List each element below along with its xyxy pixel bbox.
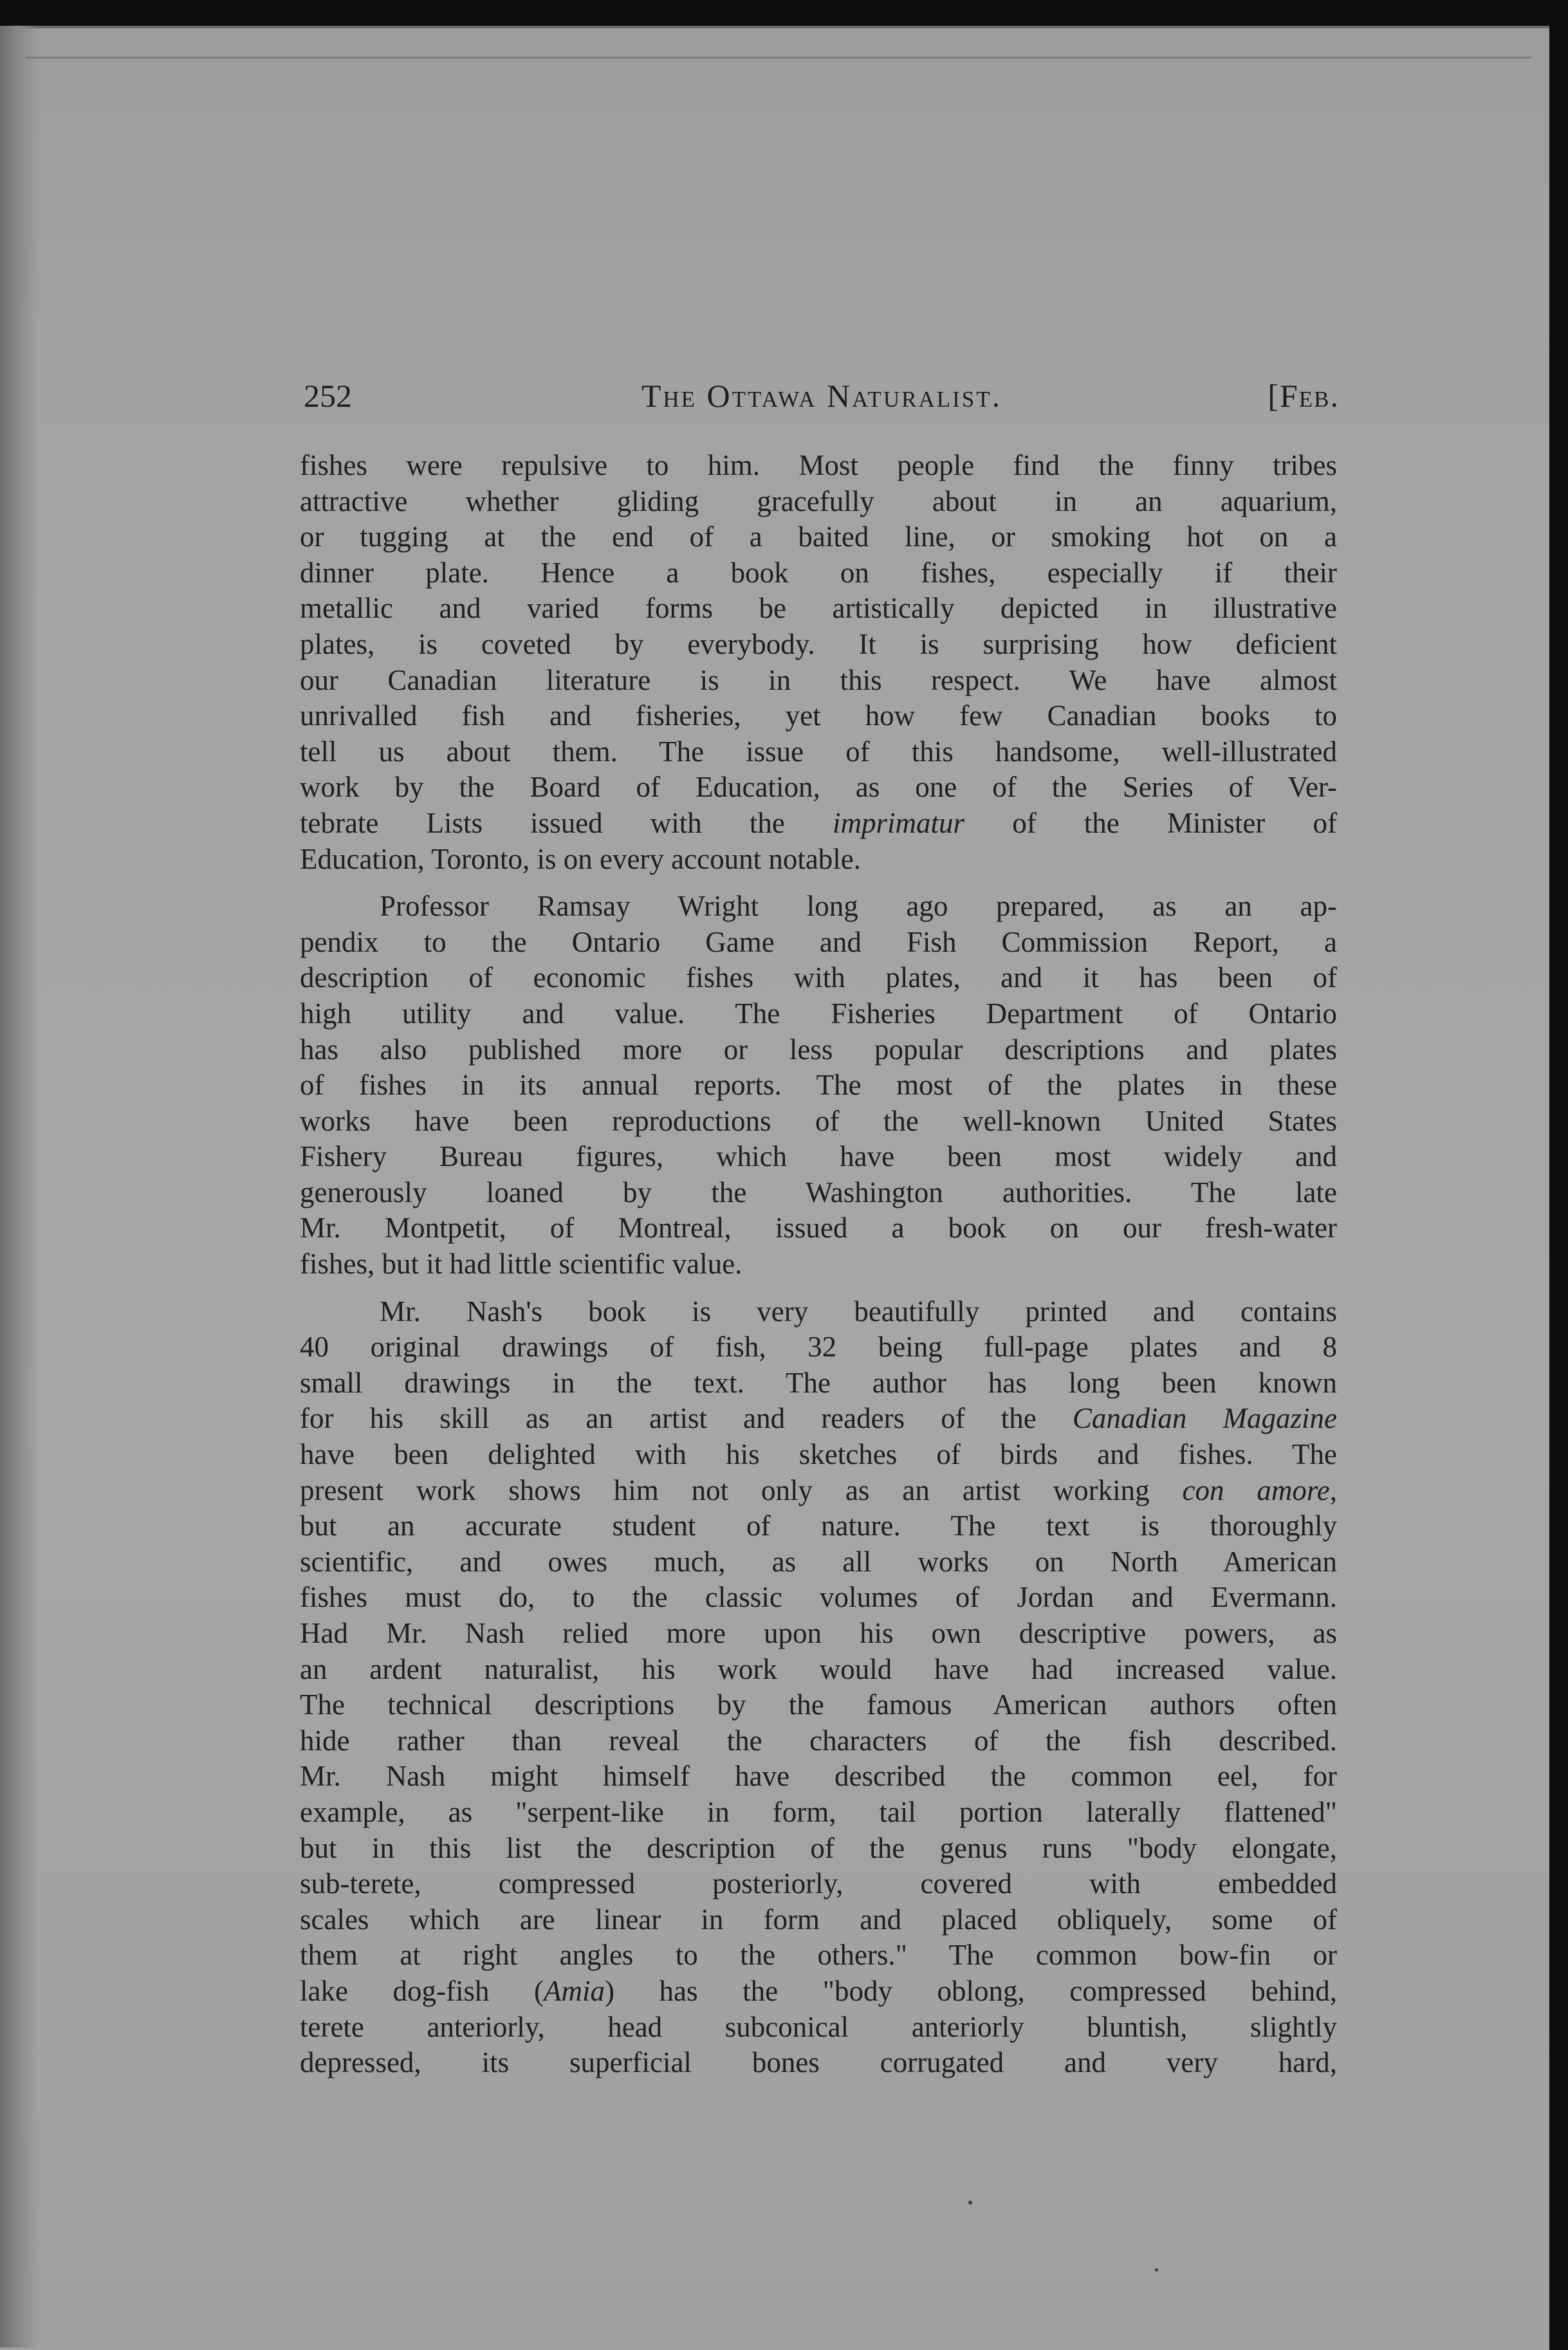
text-line: lake dog-fish (Amia) has the "body oblong, compressed behind, (300, 1974, 1337, 2007)
text-line: Professor Ramsay Wright long ago prepared, as an ap- (380, 890, 1337, 923)
text-line: fishes were repulsive to him. Most people find the finny tribes (300, 449, 1337, 481)
text-line: description of economic fishes with plates, and it has been of (300, 961, 1337, 994)
text-line: example, as "serpent-like in form, tail portion laterally flattened" (300, 1795, 1337, 1828)
text-line: Mr. Montpetit, of Montreal, issued a book on our fresh-water (300, 1212, 1337, 1244)
text-line: high utility and value. The Fisheries Department of Ontario (300, 997, 1337, 1030)
text-line: have been delighted with his sketches of birds and fishes. The (300, 1438, 1337, 1471)
text-line: plates, is coveted by everybody. It is surprising how deficient (300, 627, 1337, 660)
paragraph-3 (300, 1294, 1337, 2081)
page-binding-edge (0, 26, 39, 2347)
page-speck (968, 2201, 972, 2205)
text-line: of fishes in its annual reports. The most of the plates in these (300, 1069, 1337, 1102)
paragraph-1 (300, 448, 1337, 877)
paragraph-2 (300, 889, 1337, 1282)
text-line: metallic and varied forms be artistically depicted in illustrative (300, 592, 1337, 625)
running-header (304, 377, 1340, 422)
text-line: terete anteriorly, head subconical anteriorly bluntish, slightly (300, 2010, 1337, 2043)
text-line: but in this list the description of the genus runs "body elongate, (300, 1831, 1337, 1864)
text-line: an ardent naturalist, his work would have had increased value. (300, 1652, 1337, 1685)
text-line: Education, Toronto, is on every account notable. (300, 842, 862, 875)
text-line: work by the Board of Education, as one of the Series of Ver- (300, 771, 1337, 804)
running-title: The Ottawa Naturalist. (641, 378, 1002, 414)
text-line: 40 original drawings of fish, 32 being full-page plates and 8 (300, 1331, 1337, 1364)
text-line: generously loaned by the Washington authorities. The late (300, 1176, 1337, 1208)
running-month: [Feb. (1268, 378, 1340, 414)
text-line: fishes, but it had little scientific value. (300, 1248, 742, 1281)
text-line: our Canadian literature is in this respect. We have almost (300, 663, 1337, 696)
text-line: or tugging at the end of a baited line, or smoking hot on a (300, 521, 1337, 553)
text-line: depressed, its superficial bones corrugated and very hard, (300, 2046, 1337, 2079)
text-line: but an accurate student of nature. The text is thoroughly (300, 1510, 1337, 1542)
article-body (300, 448, 1337, 2093)
text-line: sub-terete, compressed posteriorly, covered with embedded (300, 1867, 1337, 1900)
text-line: works have been reproductions of the well-known United States (300, 1104, 1337, 1137)
page-speck (1155, 2268, 1158, 2271)
text-line: fishes must do, to the classic volumes of Jordan and Evermann. (300, 1581, 1337, 1614)
text-line: scientific, and owes much, as all works on North American (300, 1545, 1337, 1578)
text-line: for his skill as an artist and readers of the Canadian Magazine (300, 1402, 1337, 1435)
text-line: dinner plate. Hence a book on fishes, especially if their (300, 556, 1337, 589)
text-line: pendix to the Ontario Game and Fish Commission Report, a (300, 925, 1337, 958)
text-line: has also published more or less popular descriptions and plates (300, 1033, 1337, 1066)
text-line: tell us about them. The issue of this handsome, well-illustrated (300, 735, 1337, 768)
text-line: small drawings in the text. The author has long been known (300, 1366, 1337, 1399)
text-line: tebrate Lists issued with the imprimatur of the Minister of (300, 806, 1337, 839)
text-line: Fishery Bureau figures, which have been most widely and (300, 1140, 1337, 1173)
page-number: 252 (304, 378, 352, 414)
text-line: unrivalled fish and fisheries, yet how few Canadian books to (300, 699, 1337, 732)
text-line: hide rather than reveal the characters of the fish described. (300, 1724, 1337, 1757)
page-top-rule (26, 57, 1531, 59)
text-line: Mr. Nash might himself have described the common eel, for (300, 1760, 1337, 1793)
text-line: them at right angles to the others." The common bow-fin or (300, 1939, 1337, 1972)
text-line: scales which are linear in form and placed obliquely, some of (300, 1903, 1337, 1936)
text-line: attractive whether gliding gracefully about in an aquarium, (300, 485, 1337, 517)
text-line: The technical descriptions by the famous American authors often (300, 1688, 1337, 1721)
text-line: present work shows him not only as an artist working con amore, (300, 1474, 1337, 1506)
text-line: Had Mr. Nash relied more upon his own descriptive powers, as (300, 1617, 1337, 1649)
text-line: Mr. Nash's book is very beautifully printed and contains (380, 1295, 1337, 1328)
